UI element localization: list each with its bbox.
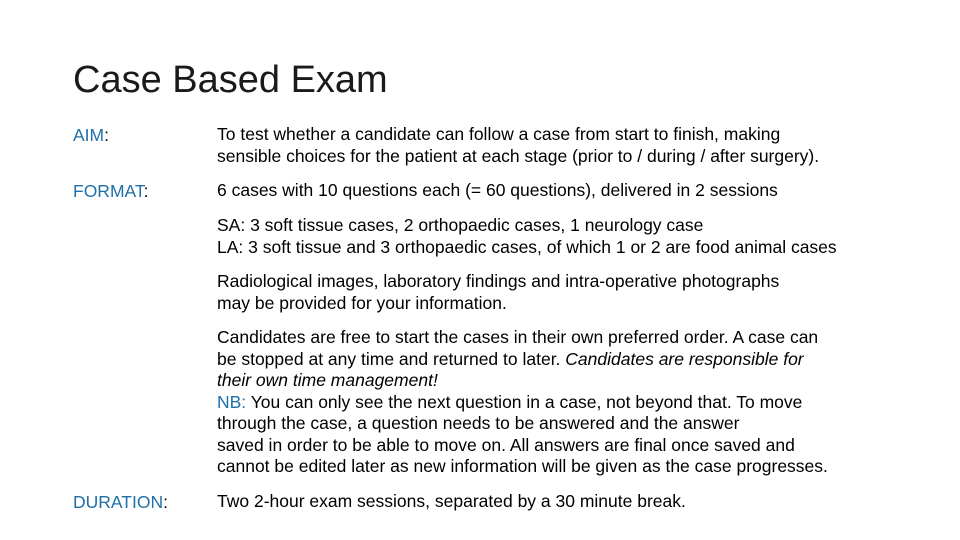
format-order — [217, 327, 828, 478]
format-images — [217, 271, 779, 314]
format-label-text: FORMAT — [73, 181, 144, 201]
format-label — [73, 180, 149, 202]
format-species — [217, 215, 837, 258]
aim-label — [73, 124, 109, 146]
duration-line: Two 2-hour exam sessions, separated by a 30 minute break. — [217, 491, 686, 511]
page-title: Case Based Exam — [73, 59, 388, 101]
aim-line: sensible choices for the patient at each stage (prior to / during / after surgery). — [217, 145, 820, 166]
format-order-plain: be stopped at any time and returned to later. — [217, 348, 566, 369]
aim-label-colon: : — [104, 125, 109, 145]
format-images-line: Radiological images, laboratory findings and intra-operative photographs — [217, 271, 780, 291]
format-nb-line: through the case, a question needs to be answered and the answer — [217, 413, 740, 433]
format-order-line — [217, 349, 828, 371]
duration-label-text: DURATION — [73, 492, 164, 512]
format-nb-line: cannot be edited later as new information will be given as the case progresses. — [217, 456, 828, 476]
format-species-line: SA: 3 soft tissue cases, 2 orthopaedic cases, 1 neurology case — [217, 215, 704, 235]
format-order-italic: Candidates are responsible for — [565, 348, 804, 369]
aim-text — [217, 124, 819, 167]
format-sessions — [217, 180, 778, 202]
format-sessions-line: 6 cases with 10 questions each (= 60 questions), delivered in 2 sessions — [217, 180, 778, 200]
format-label-colon: : — [143, 181, 149, 201]
format-order-italic-line: their own time management! — [217, 370, 438, 390]
aim-line: To test whether a candidate can follow a case from start to finish, making — [217, 124, 781, 144]
aim-label-text: AIM — [73, 125, 105, 145]
duration-label-colon: : — [163, 492, 168, 512]
format-nb-line — [217, 392, 828, 414]
format-species-line: LA: 3 soft tissue and 3 orthopaedic cases, of which 1 or 2 are food animal cases — [217, 236, 837, 257]
format-order-line: Candidates are free to start the cases in their own preferred order. A case can — [217, 327, 819, 347]
nb-text: You can only see the next question in a case, not beyond that. To move — [246, 391, 803, 412]
nb-label: NB: — [217, 391, 247, 412]
duration-label — [73, 491, 168, 513]
format-images-line: may be provided for your information. — [217, 292, 507, 313]
format-nb-line: saved in order to be able to move on. All answers are final once saved and — [217, 434, 795, 455]
duration-text — [217, 491, 686, 513]
